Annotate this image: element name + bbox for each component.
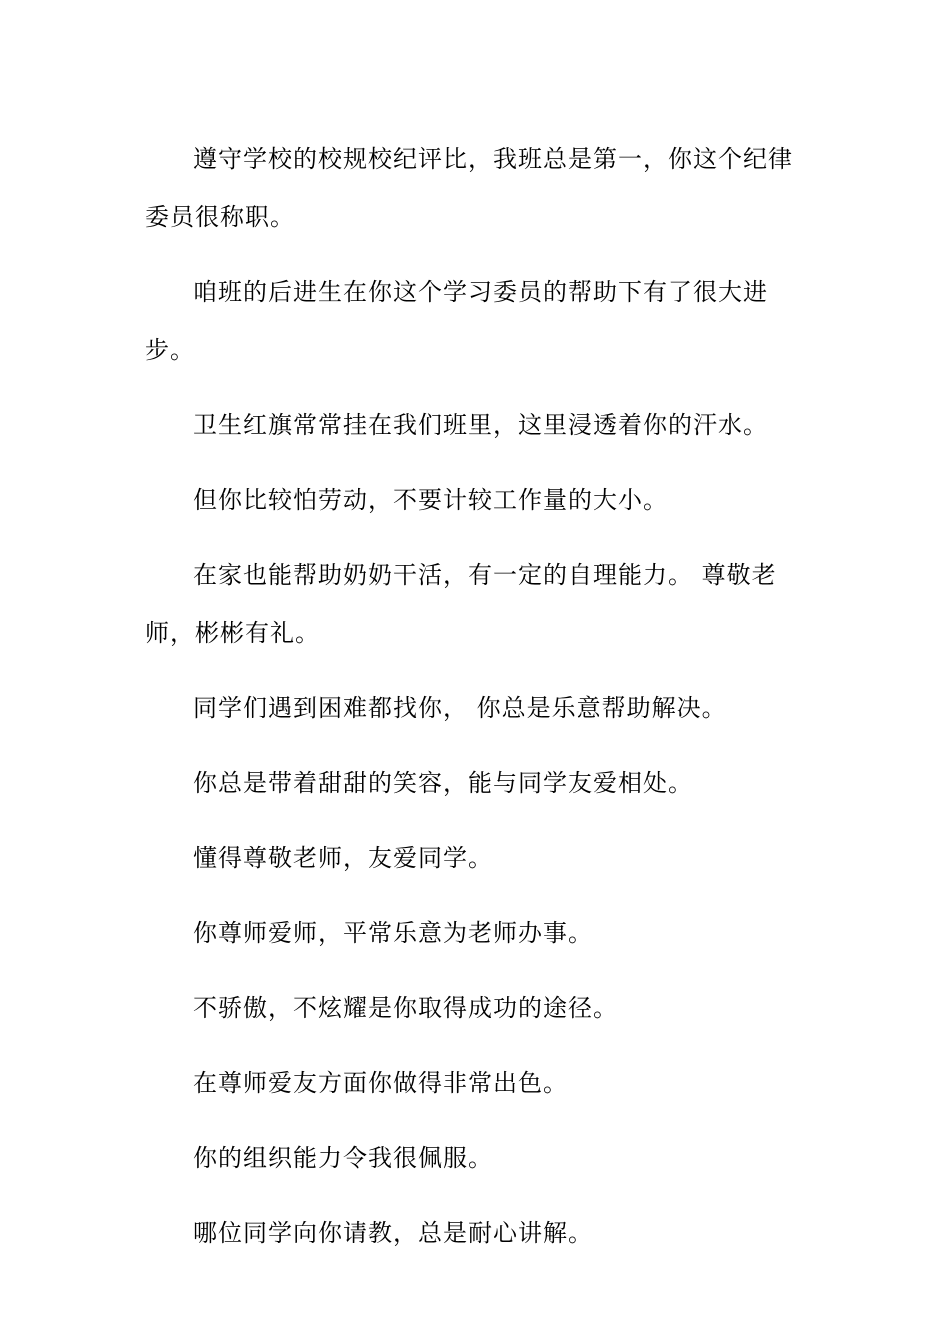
paragraph: 你尊师爱师，平常乐意为老师办事。 [193,919,593,947]
paragraph: 卫生红旗常常挂在我们班里，这里浸透着你的汗水。 [193,411,768,439]
paragraph: 懂得尊敬老师，友爱同学。 [193,844,493,872]
paragraph: 哪位同学向你请教，总是耐心讲解。 [193,1219,593,1247]
paragraph: 但你比较怕劳动，不要计较工作量的大小。 [193,486,668,514]
paragraph: 在家也能帮助奶奶干活，有一定的自理能力。 尊敬老师，彬彬有礼。 [145,561,777,647]
document-body [145,130,810,1279]
paragraph: 你的组织能力令我很佩服。 [193,1144,493,1172]
paragraph: 咱班的后进生在你这个学习委员的帮助下有了很大进步。 [145,278,768,364]
paragraph: 你总是带着甜甜的笑容，能与同学友爱相处。 [193,769,693,797]
paragraph: 同学们遇到困难都找你， 你总是乐意帮助解决。 [193,694,727,722]
paragraph: 遵守学校的校规校纪评比，我班总是第一，你这个纪律委员很称职。 [145,145,793,231]
paragraph: 不骄傲，不炫耀是你取得成功的途径。 [193,994,618,1022]
paragraph: 在尊师爱友方面你做得非常出色。 [193,1069,568,1097]
